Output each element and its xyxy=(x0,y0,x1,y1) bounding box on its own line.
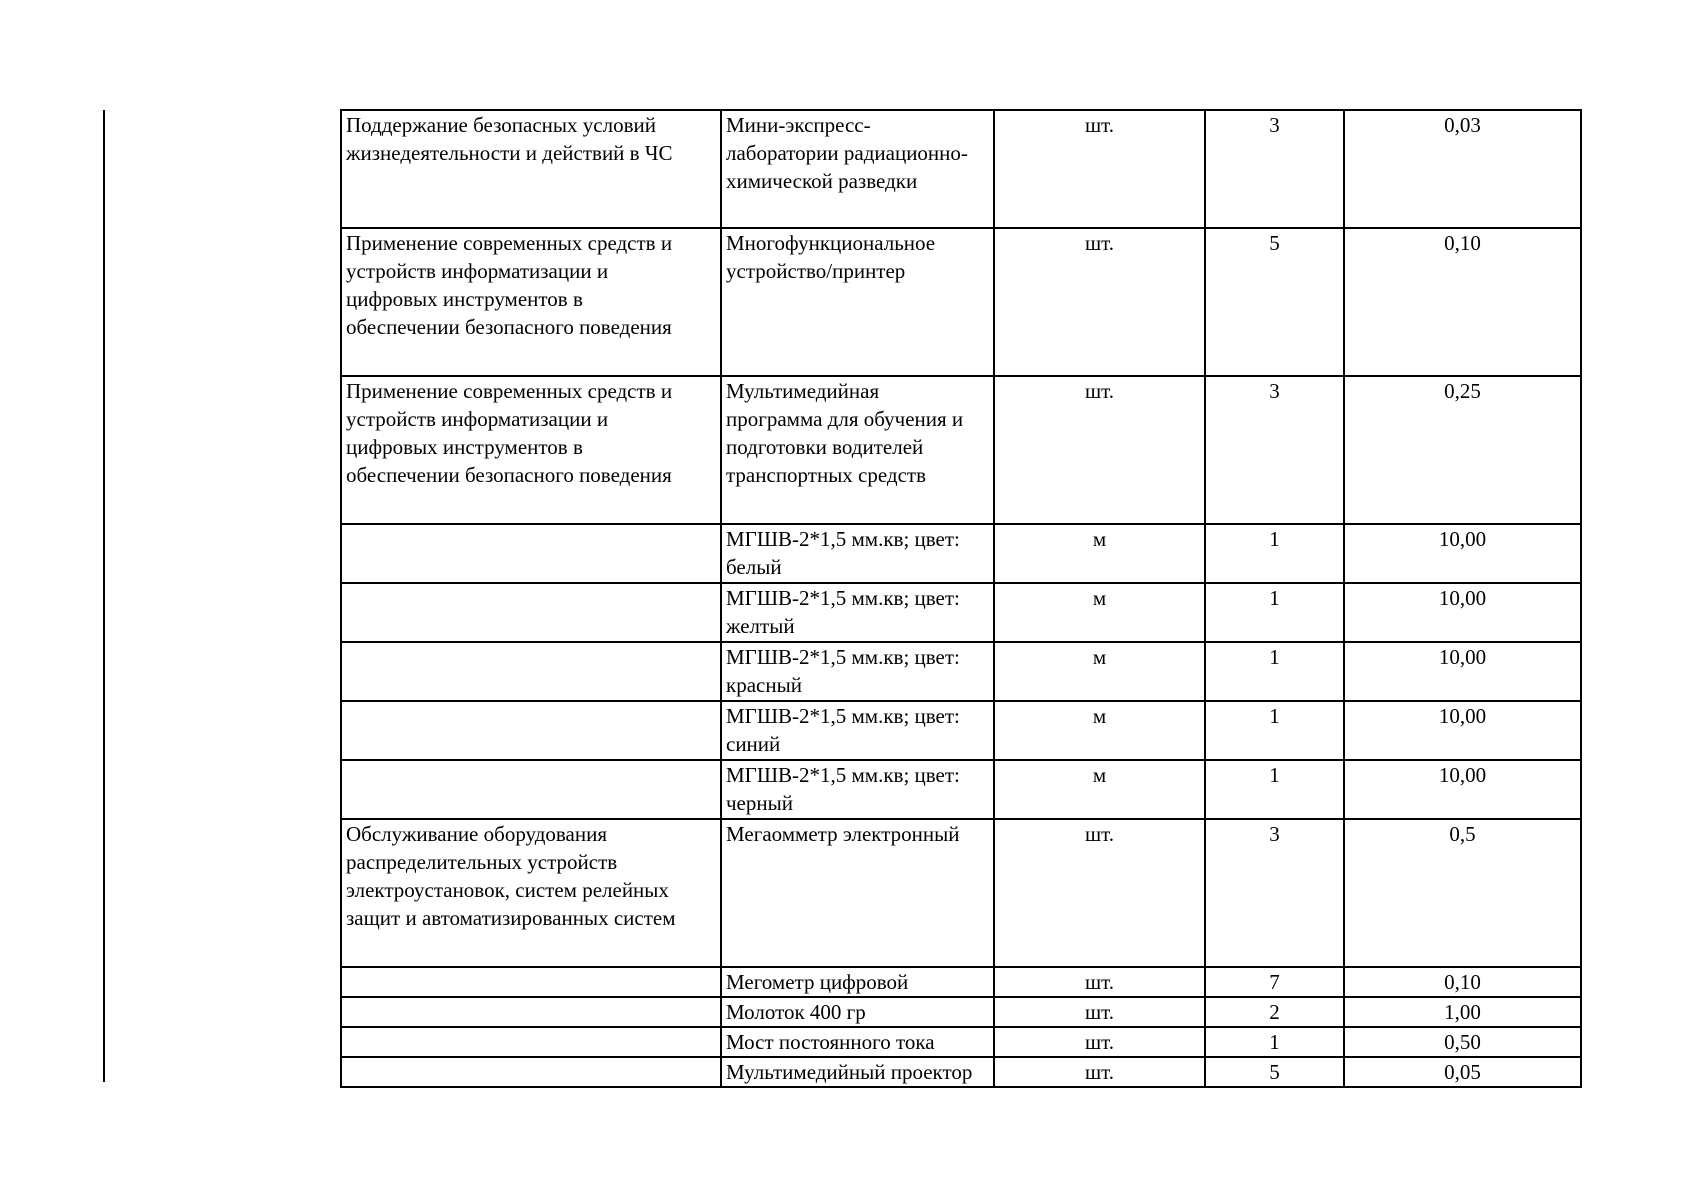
table-row xyxy=(341,583,1581,642)
value-cell: 1,00 xyxy=(1344,997,1581,1027)
activity-cell xyxy=(341,583,721,642)
table-row xyxy=(341,376,1581,524)
unit-cell: шт. xyxy=(994,376,1205,524)
item-cell: Мини-экспресс- лаборатории радиационно- химической разведки xyxy=(721,110,994,228)
qty-cell: 3 xyxy=(1205,819,1344,967)
activity-cell xyxy=(341,701,721,760)
unit-cell: шт. xyxy=(994,110,1205,228)
qty-cell: 5 xyxy=(1205,1057,1344,1087)
left-margin-line xyxy=(103,110,105,1082)
qty-cell: 7 xyxy=(1205,967,1344,997)
item-cell: МГШВ-2*1,5 мм.кв; цвет: желтый xyxy=(721,583,994,642)
table-row xyxy=(341,997,1581,1027)
qty-cell: 1 xyxy=(1205,701,1344,760)
table-row xyxy=(341,642,1581,701)
item-cell: МГШВ-2*1,5 мм.кв; цвет: черный xyxy=(721,760,994,819)
item-cell: Молоток 400 гр xyxy=(721,997,994,1027)
unit-cell: шт. xyxy=(994,1027,1205,1057)
unit-cell: м xyxy=(994,701,1205,760)
table-row xyxy=(341,967,1581,997)
qty-cell: 3 xyxy=(1205,376,1344,524)
value-cell: 10,00 xyxy=(1344,524,1581,583)
item-cell: Мультимедийный проектор xyxy=(721,1057,994,1087)
value-cell: 0,03 xyxy=(1344,110,1581,228)
qty-cell: 1 xyxy=(1205,583,1344,642)
unit-cell: м xyxy=(994,760,1205,819)
qty-cell: 1 xyxy=(1205,760,1344,819)
activity-cell xyxy=(341,1027,721,1057)
table-row xyxy=(341,1057,1581,1087)
table-row xyxy=(341,760,1581,819)
value-cell: 0,10 xyxy=(1344,228,1581,376)
item-cell: Мультимедийная программа для обучения и подготовки водителей транспортных средств xyxy=(721,376,994,524)
item-cell: МГШВ-2*1,5 мм.кв; цвет: синий xyxy=(721,701,994,760)
unit-cell: шт. xyxy=(994,997,1205,1027)
unit-cell: шт. xyxy=(994,228,1205,376)
value-cell: 10,00 xyxy=(1344,583,1581,642)
table-row xyxy=(341,1027,1581,1057)
value-cell: 10,00 xyxy=(1344,701,1581,760)
unit-cell: м xyxy=(994,642,1205,701)
value-cell: 10,00 xyxy=(1344,642,1581,701)
activity-cell xyxy=(341,760,721,819)
activity-cell: Обслуживание оборудования распределительных устройств электроустановок, систем релейных защит и автоматизированных систем xyxy=(341,819,721,967)
qty-cell: 1 xyxy=(1205,1027,1344,1057)
value-cell: 0,25 xyxy=(1344,376,1581,524)
activity-cell xyxy=(341,967,721,997)
activity-cell xyxy=(341,642,721,701)
table-row xyxy=(341,110,1581,228)
activity-cell: Поддержание безопасных условий жизнедеятельности и действий в ЧС xyxy=(341,110,721,228)
qty-cell: 1 xyxy=(1205,524,1344,583)
activity-cell: Применение современных средств и устройств информатизации и цифровых инструментов в обеспечении безопасного поведения xyxy=(341,228,721,376)
item-cell: МГШВ-2*1,5 мм.кв; цвет: красный xyxy=(721,642,994,701)
qty-cell: 2 xyxy=(1205,997,1344,1027)
item-cell: МГШВ-2*1,5 мм.кв; цвет: белый xyxy=(721,524,994,583)
activity-cell xyxy=(341,997,721,1027)
qty-cell: 1 xyxy=(1205,642,1344,701)
item-cell: Мегометр цифровой xyxy=(721,967,994,997)
activity-cell xyxy=(341,524,721,583)
value-cell: 10,00 xyxy=(1344,760,1581,819)
table-row xyxy=(341,819,1581,967)
activity-cell: Применение современных средств и устройств информатизации и цифровых инструментов в обеспечении безопасного поведения xyxy=(341,376,721,524)
qty-cell: 5 xyxy=(1205,228,1344,376)
table-row xyxy=(341,701,1581,760)
item-cell: Многофункциональное устройство/принтер xyxy=(721,228,994,376)
value-cell: 0,10 xyxy=(1344,967,1581,997)
unit-cell: шт. xyxy=(994,819,1205,967)
equipment-table xyxy=(340,109,1582,1088)
item-cell: Мост постоянного тока xyxy=(721,1027,994,1057)
unit-cell: м xyxy=(994,524,1205,583)
unit-cell: м xyxy=(994,583,1205,642)
table-row xyxy=(341,524,1581,583)
value-cell: 0,50 xyxy=(1344,1027,1581,1057)
value-cell: 0,05 xyxy=(1344,1057,1581,1087)
unit-cell: шт. xyxy=(994,967,1205,997)
unit-cell: шт. xyxy=(994,1057,1205,1087)
item-cell: Мегаомметр электронный xyxy=(721,819,994,967)
table-row xyxy=(341,228,1581,376)
value-cell: 0,5 xyxy=(1344,819,1581,967)
qty-cell: 3 xyxy=(1205,110,1344,228)
activity-cell xyxy=(341,1057,721,1087)
